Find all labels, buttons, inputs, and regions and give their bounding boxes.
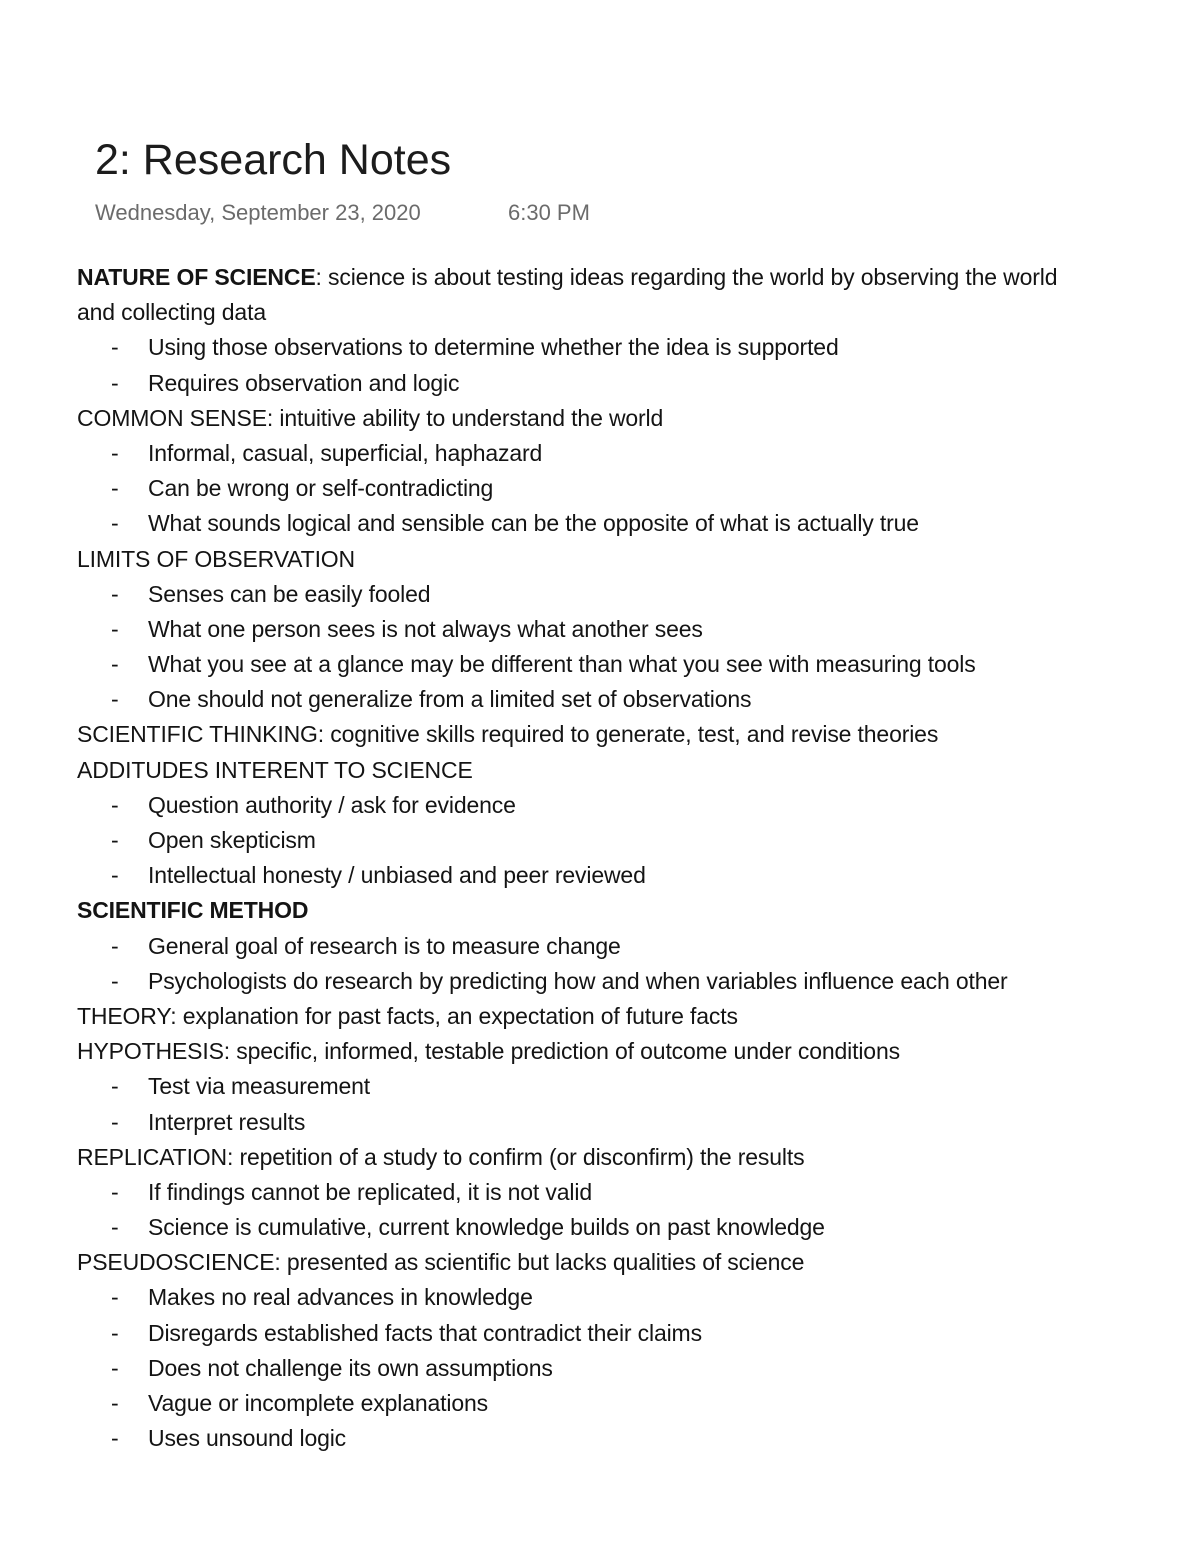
- heading-scientific-method: [77, 893, 1195, 928]
- dash-marker: -: [111, 791, 119, 818]
- heading-scientific-thinking: SCIENTIFIC THINKING: cognitive skills required to generate, test, and revise theories: [77, 721, 939, 748]
- bullet-item: [77, 929, 1195, 964]
- bullet-item: [77, 1210, 1195, 1245]
- bullet-text: Using those observations to determine whether the idea is supported: [148, 334, 839, 361]
- bullet-text: Science is cumulative, current knowledge builds on past knowledge: [148, 1214, 825, 1241]
- heading-limits-of-observation: LIMITS OF OBSERVATION: [77, 545, 356, 572]
- bullet-item: [77, 858, 1195, 893]
- heading-attitudes: ADDITUDES INTERENT TO SCIENCE: [77, 756, 473, 783]
- dash-marker: -: [111, 510, 119, 537]
- bullet-text: Informal, casual, superficial, haphazard: [148, 439, 543, 466]
- bullet-text: Question authority / ask for evidence: [148, 791, 516, 818]
- heading-replication: REPLICATION: repetition of a study to confirm (or disconfirm) the results: [77, 1143, 805, 1170]
- bullet-text: Can be wrong or self-contradicting: [148, 475, 494, 502]
- bullet-item: [77, 964, 1195, 999]
- heading-common-sense: COMMON SENSE: intuitive ability to understand the world: [77, 404, 664, 431]
- dash-marker: -: [111, 615, 119, 642]
- heading-hypothesis: HYPOTHESIS: specific, informed, testable prediction of outcome under conditions: [77, 1038, 900, 1065]
- bullet-item: [77, 1316, 1195, 1351]
- nature-definition: : science is about testing ideas regarding the world by observing the world: [315, 264, 1058, 290]
- heading-text: SCIENTIFIC METHOD: [77, 897, 309, 924]
- dash-marker: -: [111, 1390, 119, 1416]
- bullet-text: Disregards established facts that contradict their claims: [148, 1319, 702, 1346]
- dash-marker: -: [111, 369, 119, 396]
- bullet-item: [77, 471, 1195, 506]
- bullet-text: Uses unsound logic: [148, 1425, 347, 1452]
- bullet-item: [77, 1280, 1195, 1315]
- page-title: 2: Research Notes: [95, 136, 452, 184]
- bullet-text: Requires observation and logic: [148, 369, 460, 396]
- bullet-text: What sounds logical and sensible can be the opposite of what is actually true: [148, 510, 919, 537]
- bullet-item: [77, 647, 1195, 682]
- bullet-text: Vague or incomplete explanations: [148, 1390, 488, 1416]
- bullet-item: [77, 366, 1195, 401]
- bullet-text: Open skepticism: [148, 827, 316, 853]
- heading-pseudoscience: PSEUDOSCIENCE: presented as scientific but lacks qualities of science: [77, 1249, 805, 1276]
- bullet-item: [77, 1105, 1195, 1140]
- dash-marker: -: [111, 1214, 119, 1241]
- nature-term: NATURE OF SCIENCE: [77, 264, 316, 290]
- bullet-text: What you see at a glance may be different than what you see with measuring tools: [148, 651, 976, 678]
- dash-marker: -: [111, 475, 119, 502]
- dash-marker: -: [111, 862, 119, 889]
- dash-marker: -: [111, 334, 119, 361]
- bullet-text: Test via measurement: [148, 1073, 370, 1100]
- bullet-item: [77, 612, 1195, 647]
- dash-marker: -: [111, 1319, 119, 1346]
- dash-marker: -: [111, 1178, 119, 1205]
- note-line-nature-continued: and collecting data: [77, 299, 266, 326]
- dash-marker: -: [111, 1425, 119, 1452]
- bullet-text: Interpret results: [148, 1108, 306, 1135]
- bullet-item: [77, 1386, 1195, 1421]
- bullet-item: [77, 330, 1195, 365]
- bullet-text: General goal of research is to measure change: [148, 932, 621, 959]
- dash-marker: -: [111, 1284, 119, 1311]
- bullet-item: [77, 436, 1195, 471]
- dash-marker: -: [111, 1073, 119, 1100]
- bullet-item: [77, 788, 1195, 823]
- bullet-item: [77, 682, 1195, 717]
- bullet-item: [77, 823, 1195, 858]
- page-meta: [95, 198, 590, 228]
- dash-marker: -: [111, 1108, 119, 1135]
- dash-marker: -: [111, 967, 119, 994]
- note-body: [77, 260, 1195, 1452]
- dash-marker: -: [111, 1354, 119, 1381]
- bullet-text: What one person sees is not always what another sees: [148, 615, 703, 642]
- bullet-item: [77, 577, 1195, 612]
- bullet-item-clipped: [77, 1421, 1195, 1456]
- bullet-item: [77, 1069, 1195, 1104]
- heading-theory: THEORY: explanation for past facts, an expectation of future facts: [77, 1002, 738, 1029]
- page-date: Wednesday, September 23, 2020: [95, 200, 421, 225]
- bullet-text: If findings cannot be replicated, it is not valid: [148, 1178, 592, 1205]
- dash-marker: -: [111, 580, 119, 607]
- bullet-text: Makes no real advances in knowledge: [148, 1284, 533, 1311]
- dash-marker: -: [111, 651, 119, 678]
- bullet-item: [77, 1351, 1195, 1386]
- bullet-item: [77, 1175, 1195, 1210]
- bullet-text: Intellectual honesty / unbiased and peer reviewed: [148, 862, 646, 889]
- bullet-item: [77, 506, 1195, 541]
- dash-marker: -: [111, 439, 119, 466]
- note-line-nature: [77, 260, 1195, 295]
- bullet-text: Psychologists do research by predicting how and when variables influence each other: [148, 967, 1008, 994]
- bullet-text: Does not challenge its own assumptions: [148, 1354, 553, 1381]
- dash-marker: -: [111, 827, 119, 853]
- dash-marker: -: [111, 686, 119, 713]
- bullet-text: Senses can be easily fooled: [148, 580, 431, 607]
- bullet-text: One should not generalize from a limited set of observations: [148, 686, 752, 713]
- dash-marker: -: [111, 932, 119, 959]
- page-time: 6:30 PM: [508, 200, 590, 225]
